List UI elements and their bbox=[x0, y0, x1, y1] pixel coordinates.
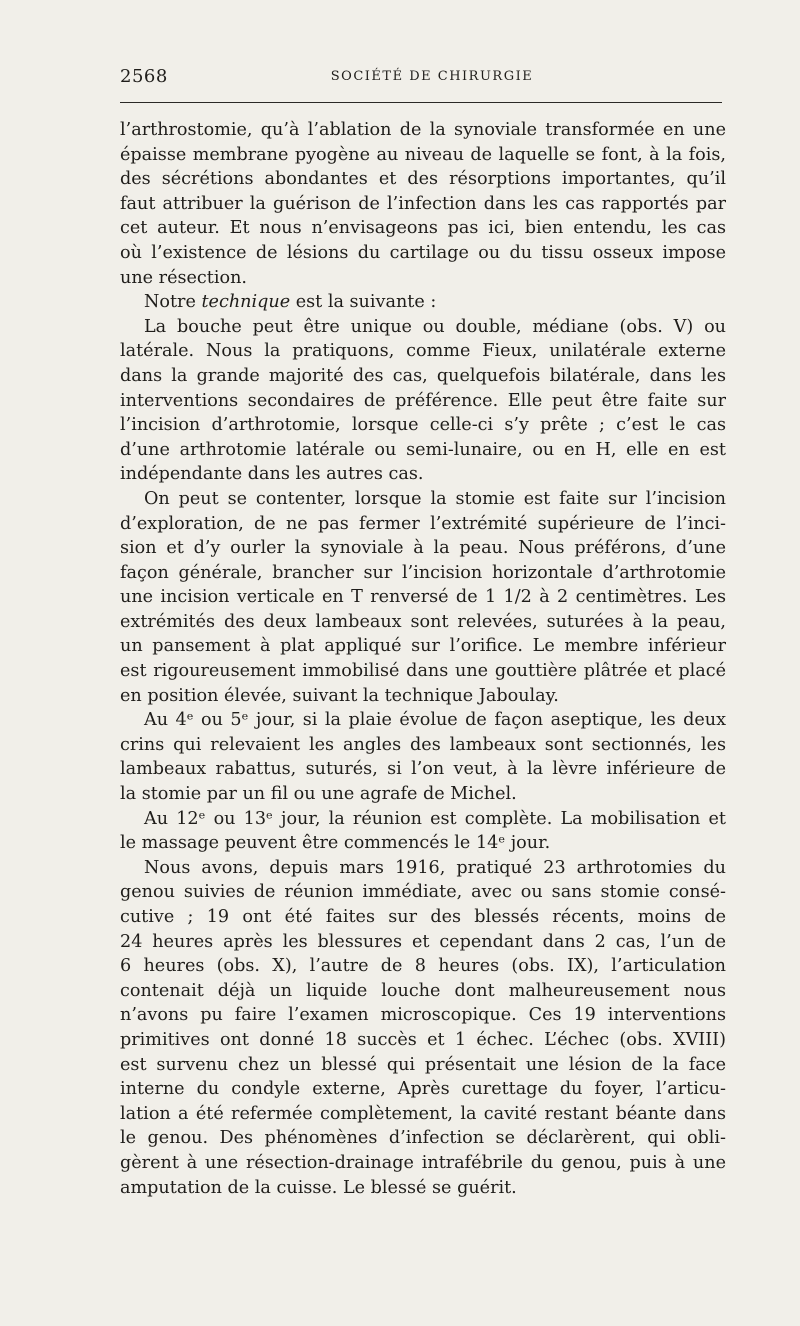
text-line: genou suivies de réunion immédiate, avec ou sans stomie consé- bbox=[120, 882, 726, 903]
text-line: interne du condyle externe, Après curettage du foyer, l’articu- bbox=[120, 1079, 726, 1100]
text-line: d’exploration, de ne pas fermer l’extrémité supérieure de l’inci- bbox=[120, 513, 726, 534]
text-line: le genou. Des phénomènes d’infection se déclarèrent, qui obli- bbox=[120, 1128, 726, 1149]
text-line: un pansement à plat appliqué sur l’orifice. Le membre inférieur bbox=[120, 636, 726, 657]
text-line: dans la grande majorité des cas, quelquefois bilatérale, dans les bbox=[120, 365, 726, 386]
header-rule bbox=[120, 102, 722, 103]
text-line: latérale. Nous la pratiquons, comme Fieux, unilatérale externe bbox=[120, 341, 726, 362]
text-line: épaisse membrane pyogène au niveau de laquelle se font, à la fois, bbox=[120, 144, 726, 165]
text-line: le massage peuvent être commencés le 14ᵉ jour. bbox=[120, 833, 551, 854]
text-line: Au 4ᵉ ou 5ᵉ jour, si la plaie évolue de façon aseptique, les deux bbox=[144, 710, 726, 731]
running-title: SOCIÉTÉ DE CHIRURGIE bbox=[330, 69, 534, 84]
text-line: Au 12ᵉ ou 13ᵉ jour, la réunion est complète. La mobilisation et bbox=[144, 808, 726, 829]
text-line: Nous avons, depuis mars 1916, pratiqué 23 arthrotomies du bbox=[144, 857, 726, 878]
text-line: n’avons pu faire l’examen microscopique. Ces 19 interventions bbox=[120, 1005, 726, 1026]
text-line: l’incision d’arthrotomie, lorsque celle-ci s’y prête ; c’est le cas bbox=[120, 415, 726, 436]
text-line: extrémités des deux lambeaux sont relevées, suturées à la peau, bbox=[120, 611, 726, 632]
text-line: sion et d’y ourler la synoviale à la peau. Nous préférons, d’une bbox=[120, 538, 726, 559]
text-line: façon générale, brancher sur l’incision horizontale d’arthrotomie bbox=[120, 562, 726, 583]
text-line: est rigoureusement immobilisé dans une gouttière plâtrée et placé bbox=[120, 661, 726, 682]
text-line: La bouche peut être unique ou double, médiane (obs. V) ou bbox=[144, 316, 726, 337]
text-line: des sécrétions abondantes et des résorptions importantes, qu’il bbox=[120, 169, 726, 190]
text-line: On peut se contenter, lorsque la stomie est faite sur l’incision bbox=[144, 488, 726, 509]
text-line: contenait déjà un liquide louche dont malheureusement nous bbox=[120, 980, 726, 1001]
text-line: cet auteur. Et nous n’envisageons pas ici, bien entendu, les cas bbox=[120, 218, 726, 239]
text-line: où l’existence de lésions du cartilage ou du tissu osseux impose bbox=[120, 242, 726, 263]
page-header bbox=[120, 66, 720, 90]
text-segment: est la suivante : bbox=[290, 292, 437, 313]
text-line: interventions secondaires de préférence. Elle peut être faite sur bbox=[120, 390, 726, 411]
text-line: indépendante dans les autres cas. bbox=[120, 464, 424, 485]
text-line: amputation de la cuisse. Le blessé se guérit. bbox=[120, 1177, 517, 1198]
text-line: lation a été refermée complètement, la cavité restant béante dans bbox=[120, 1103, 726, 1124]
text-line: la stomie par un fil ou une agrafe de Michel. bbox=[120, 784, 517, 805]
text-line: crins qui relevaient les angles des lambeaux sont sectionnés, les bbox=[120, 734, 726, 755]
text-line: 6 heures (obs. X), l’autre de 8 heures (obs. IX), l’articulation bbox=[120, 956, 726, 977]
text-line: 24 heures après les blessures et cependant dans 2 cas, l’un de bbox=[120, 931, 726, 952]
text-line: cutive ; 19 ont été faites sur des blessés récents, moins de bbox=[120, 907, 726, 927]
page-number: 2568 bbox=[120, 66, 168, 87]
text-line: l’arthrostomie, qu’à l’ablation de la synoviale transformée en une bbox=[120, 120, 726, 140]
text-line: une résection. bbox=[120, 267, 247, 288]
text-line: est survenu chez un blessé qui présentait une lésion de la face bbox=[120, 1054, 726, 1075]
text-line: d’une arthrotomie latérale ou semi-lunaire, ou en H, elle en est bbox=[120, 439, 726, 460]
text-line bbox=[120, 290, 726, 315]
body-text bbox=[120, 118, 726, 1200]
text-segment: Notre bbox=[144, 292, 202, 313]
text-line: gèrent à une résection-drainage intrafébrile du genou, puis à une bbox=[120, 1152, 726, 1173]
text-line: primitives ont donné 18 succès et 1 échec. L’échec (obs. XVIII) bbox=[120, 1029, 726, 1050]
text-line: lambeaux rabattus, suturés, si l’on veut, à la lèvre inférieure de bbox=[120, 759, 726, 780]
italic-term: technique bbox=[201, 292, 291, 313]
text-line: en position élevée, suivant la technique Jaboulay. bbox=[120, 685, 559, 706]
text-line: une incision verticale en T renversé de 1 1/2 à 2 centimètres. Les bbox=[120, 587, 726, 608]
text-line: faut attribuer la guérison de l’infection dans les cas rapportés par bbox=[120, 193, 726, 214]
